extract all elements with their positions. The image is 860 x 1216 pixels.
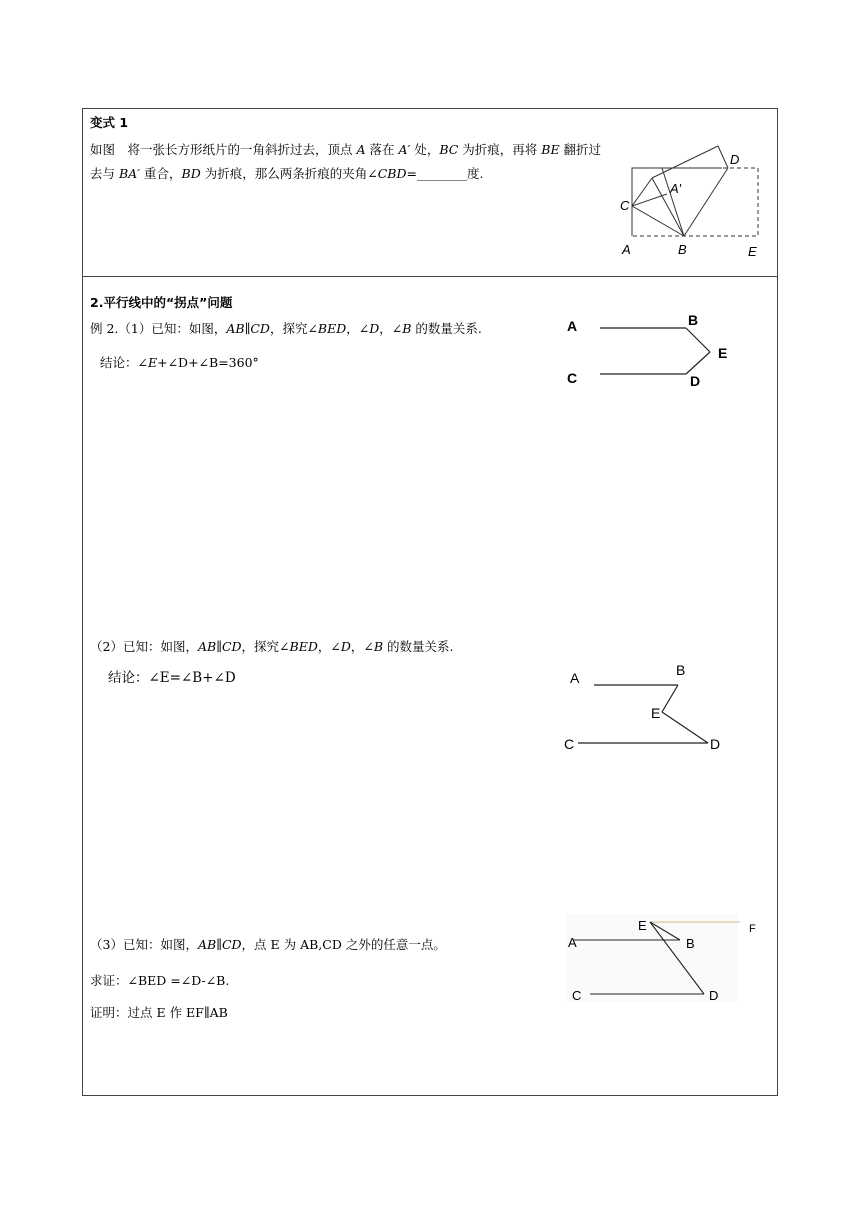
- fig2-label-E: E: [651, 705, 661, 721]
- figure-2: [560, 660, 760, 760]
- fig2-label-B: B: [676, 662, 686, 678]
- fig3-label-F: F: [749, 923, 756, 935]
- fig2-label-C: C: [564, 736, 575, 752]
- fig3-label-D: D: [709, 988, 719, 1003]
- label-B: B: [678, 242, 687, 257]
- fig1-label-B: B: [688, 312, 699, 328]
- fig1-label-A: A: [567, 318, 578, 334]
- figure-1: [562, 308, 762, 394]
- fig3-label-E: E: [638, 918, 647, 933]
- variant-title: 变式 1: [90, 115, 129, 130]
- label-D: D: [730, 152, 740, 167]
- example1-conclusion: 结论：∠E+∠D+∠B=360°: [100, 355, 259, 370]
- fig1-label-E: E: [718, 345, 728, 361]
- example3-text: （3）已知：如图，AB∥CD，点 E 为 AB,CD 之外的任意一点。: [90, 937, 446, 952]
- fig3-label-A: A: [568, 935, 577, 950]
- fig3-label-C: C: [572, 988, 582, 1003]
- example2-text: （2）已知：如图，AB∥CD，探究∠BED，∠D，∠B 的数量关系.: [90, 639, 454, 654]
- fig2-label-A: A: [570, 670, 580, 686]
- figure-3: [562, 910, 772, 1006]
- label-E: E: [748, 244, 757, 259]
- fig1-label-D: D: [690, 373, 701, 389]
- fig2-label-D: D: [710, 736, 721, 752]
- folded-paper-figure: [612, 138, 772, 264]
- example3-prove: 求证：∠BED =∠D-∠B.: [90, 973, 230, 988]
- example2-conclusion: 结论：∠E=∠B+∠D: [108, 670, 236, 686]
- row-divider: [82, 276, 778, 277]
- section2-title: 2.平行线中的“拐点”问题: [90, 295, 233, 310]
- label-C: C: [620, 198, 630, 213]
- example1-text: 例 2.（1）已知：如图，AB∥CD，探究∠BED，∠D，∠B 的数量关系.: [90, 321, 482, 336]
- variant-problem-text: 如图 将一张长方形纸片的一角斜折过去，顶点 A 落在 A′ 处，BC 为折痕，再将 BE 翻折过去与 BA′ 重合，BD 为折痕，那么两条折痕的夹角∠CBD=________度.: [90, 142, 602, 181]
- fig3-label-B: B: [686, 936, 695, 951]
- label-A-prime: A′: [670, 181, 682, 196]
- example3-proof: 证明：过点 E 作 EF∥AB: [90, 1005, 228, 1020]
- label-A: A: [622, 242, 631, 257]
- fig1-label-C: C: [567, 370, 578, 386]
